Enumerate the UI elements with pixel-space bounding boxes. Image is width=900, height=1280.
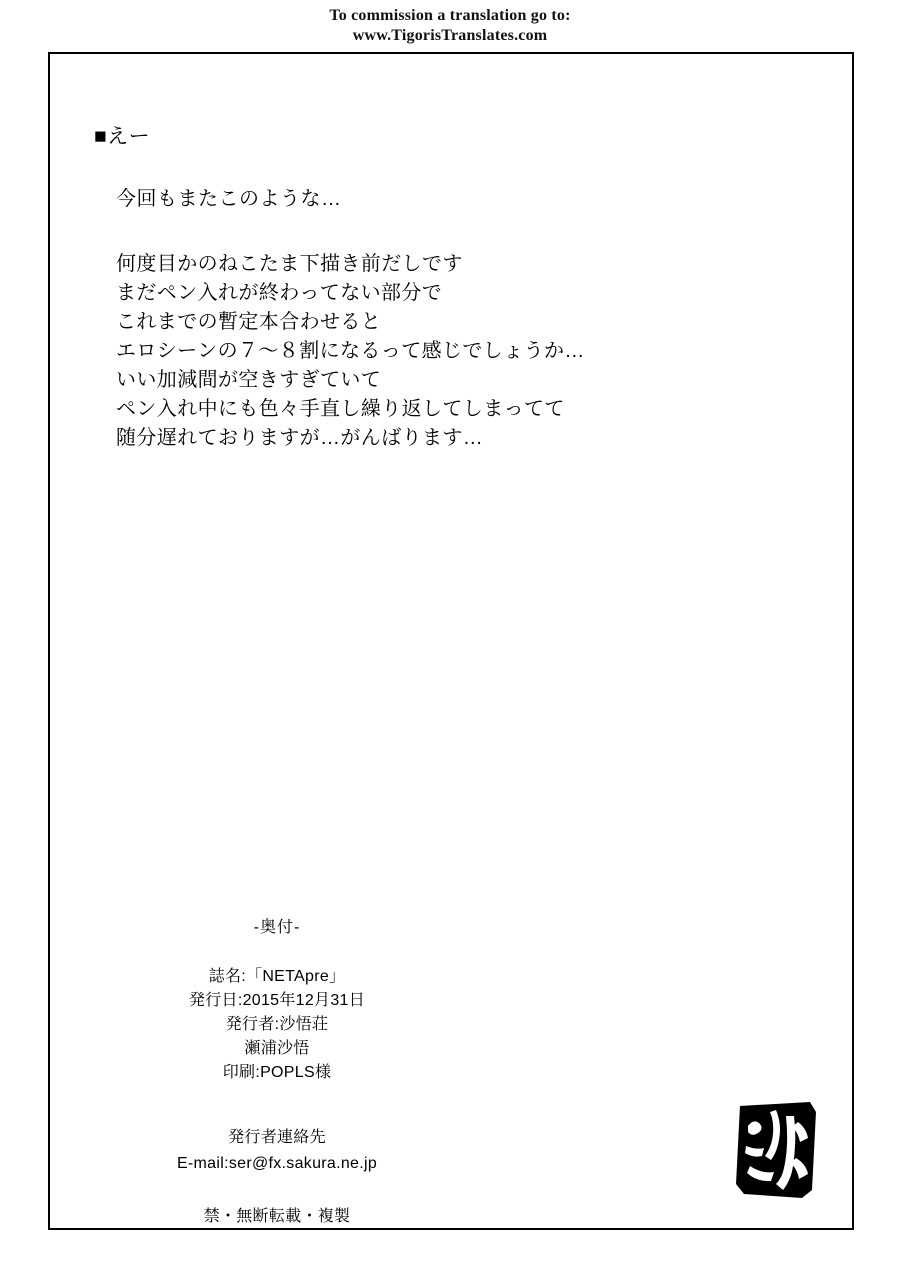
commission-banner-line2: www.TigorisTranslates.com [352,27,548,44]
colophon-line: 印刷:POPLS様 [222,1064,332,1081]
afterword-line: 随分遅れておりますが…がんばります… [116,427,484,449]
afterword-line: 何度目かのねこたま下描き前だしです [116,253,463,275]
colophon-title: -奥付- [253,919,301,936]
copyright-notice: 禁・無断転載・複製 [203,1208,351,1225]
colophon-line: 瀬浦沙悟 [244,1040,310,1057]
contact-email: E-mail:ser@fx.sakura.ne.jp [176,1155,378,1172]
afterword-heading: ■えー [94,125,151,148]
contact-label: 発行者連絡先 [228,1129,326,1146]
circle-stamp-logo [732,1100,818,1200]
afterword-intro: 今回もまたこのような… [116,188,342,210]
afterword-line: まだペン入れが終わってない部分で [116,282,443,304]
colophon-line: 誌名:「NETApre」 [208,968,346,985]
commission-banner-line1: To commission a translation go to: [329,7,571,24]
colophon-line: 発行日:2015年12月31日 [188,992,366,1009]
afterword-body [116,250,794,453]
stamp-icon [732,1100,818,1200]
afterword-line: いい加減間が空きすぎていて [116,369,382,391]
page-frame [48,52,854,1230]
afterword-line: エロシーンの７～８割になるって感じでしょうか… [116,340,585,362]
colophon-line: 発行者:沙悟荘 [225,1016,329,1033]
commission-banner [0,6,900,46]
afterword-line: ペン入れ中にも色々手直し繰り返してしまってて [116,398,565,420]
afterword-section [94,124,794,453]
afterword-line: これまでの暫定本合わせると [116,311,382,333]
contact-block [0,1125,856,1177]
colophon-lines [0,965,856,1085]
